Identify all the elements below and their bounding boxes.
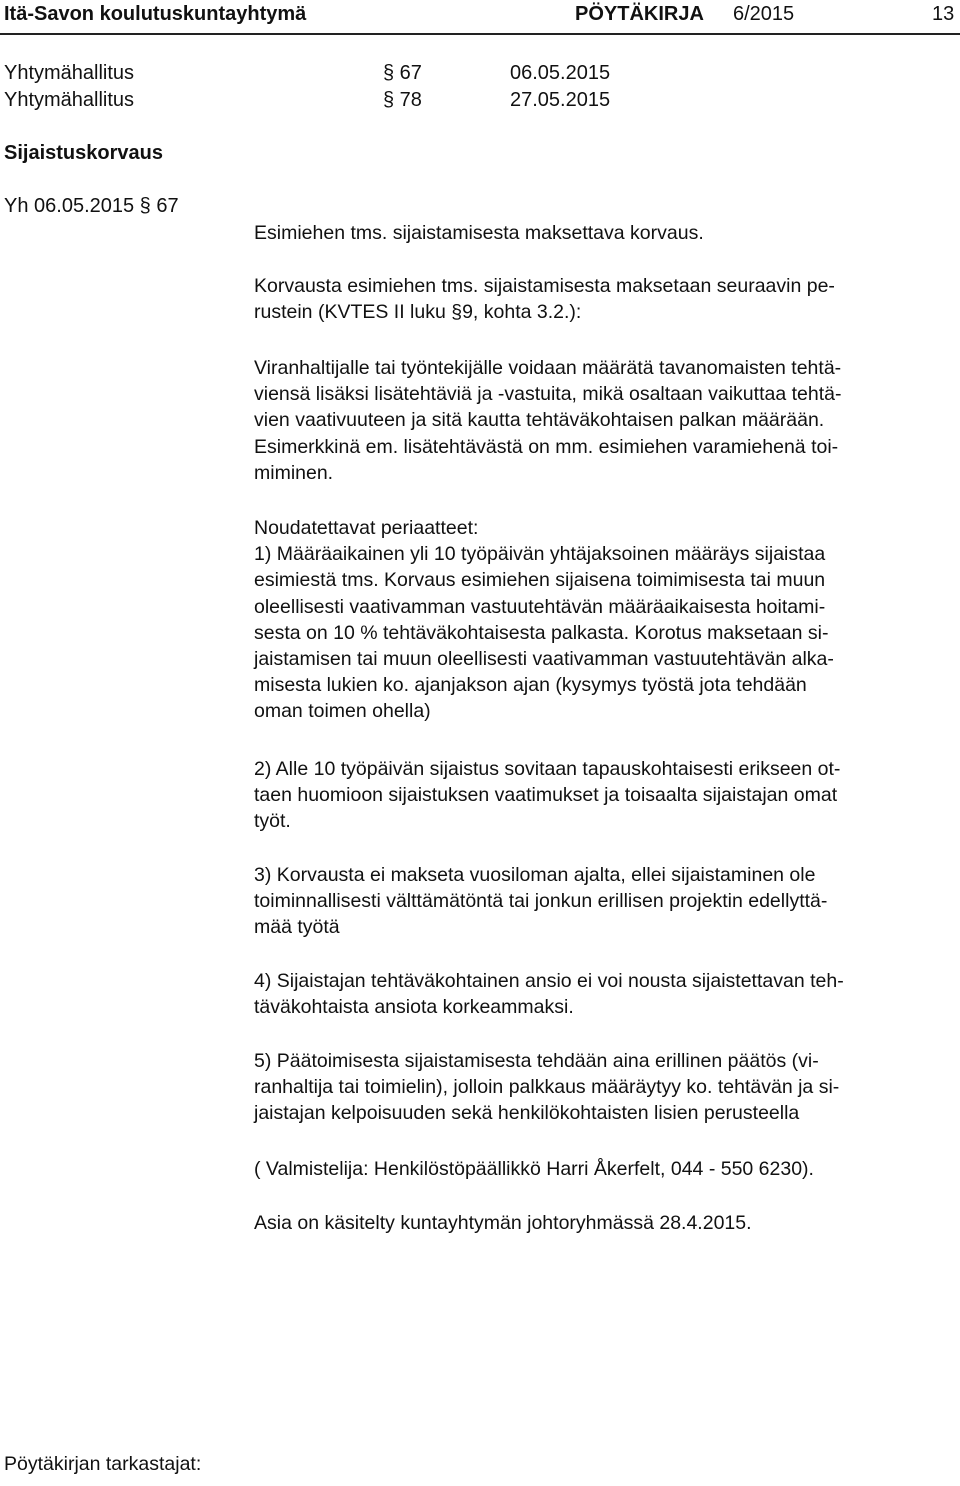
paragraph-rule-4 — [254, 968, 954, 1020]
text-line: 3) Korvausta ei makseta vuosiloman ajalta, ellei sijaistaminen ole — [254, 864, 816, 886]
reviewers-label: Pöytäkirjan tarkastajat: — [4, 1453, 202, 1475]
document-number: 6/2015 — [733, 3, 795, 25]
paragraph-rule-2 — [254, 756, 954, 835]
paragraph-preparer — [254, 1156, 954, 1182]
text-line: 2) Alle 10 työpäivän sijaistus sovitaan tapauskohtaisesti erikseen ot- — [254, 758, 841, 780]
document-header — [0, 0, 960, 35]
paragraph-basis — [254, 273, 954, 325]
text-line: Korvausta esimiehen tms. sijaistamisesta maksetaan seuraavin pe- — [254, 275, 835, 297]
text-line: Esimerkkinä em. lisätehtävästä on mm. esimiehen varamiehenä toi- — [254, 435, 839, 458]
text-line: miminen. — [254, 461, 334, 484]
text-line: vien vaativuuteen ja sitä kautta tehtäväkohtaisen palkan määrään. — [254, 409, 825, 432]
text-line: toiminnallisesti välttämätöntä tai jonkun erillisen projektin edellyttä- — [254, 890, 828, 913]
meeting-body: Yhtymähallitus — [4, 89, 135, 111]
paragraph-handled — [254, 1210, 954, 1236]
meeting-date: 27.05.2015 — [510, 89, 611, 111]
paragraph-principles — [254, 515, 954, 725]
text-line: oman toimen ohella) — [254, 700, 431, 723]
organization-name: Itä-Savon koulutuskuntayhtymä — [4, 3, 307, 25]
text-line: 1) Määräaikainen yli 10 työpäivän yhtäjaksoinen määräys sijaistaa — [254, 543, 826, 566]
text-line: viensä lisäksi lisätehtäviä ja -vastuita, mikä osaltaan vaikuttaa tehtä- — [254, 383, 842, 406]
meeting-reference: Yh 06.05.2015 § 67 — [4, 195, 179, 217]
text-line: Asia on käsitelty kuntayhtymän johtoryhmässä 28.4.2015. — [254, 1212, 752, 1234]
meeting-date: 06.05.2015 — [510, 62, 611, 84]
text-line: esimiestä tms. Korvaus esimiehen sijaisena toimimisesta tai muun — [254, 569, 826, 592]
text-line: mää työtä — [254, 916, 340, 939]
text-line: Viranhaltijalle tai työntekijälle voidaan määrätä tavanomaisten tehtä- — [254, 357, 842, 379]
paragraph-rule-3 — [254, 862, 954, 941]
text-line: misesta lukien ko. ajanjakson ajan (kysymys työstä jota tehdään — [254, 674, 807, 697]
paragraph-description — [254, 355, 954, 486]
text-line: taen huomioon sijaistuksen vaatimukset ja toisaalta sijaistajan omat — [254, 784, 838, 807]
text-line: ranhaltija tai toimielin), jolloin palkkaus määräytyy ko. tehtävän ja si- — [254, 1076, 840, 1099]
meeting-body: Yhtymähallitus — [4, 62, 135, 84]
text-line: jaistamisen tai muun oleellisesti vaativamman vastuutehtävän alka- — [254, 648, 834, 671]
text-line: jaistajan kelpoisuuden sekä henkilökohtaisten lisien perusteella — [254, 1102, 800, 1125]
section-title: Sijaistuskorvaus — [4, 142, 163, 164]
text-line: Noudatettavat periaatteet: — [254, 517, 479, 539]
text-line: 5) Päätoimisesta sijaistamisesta tehdään aina erillinen päätös (vi- — [254, 1050, 819, 1072]
paragraph-rule-5 — [254, 1048, 954, 1127]
text-line: rustein (KVTES II luku §9, kohta 3.2.): — [254, 301, 582, 324]
text-line: täväkohtaista ansiota korkeammaksi. — [254, 996, 574, 1019]
document-type: PÖYTÄKIRJA — [575, 3, 704, 25]
text-line: työt. — [254, 810, 291, 833]
text-line: ( Valmistelija: Henkilöstöpäällikkö Harri Åkerfelt, 044 - 550 6230). — [254, 1158, 814, 1180]
text-line: oleellisesti vaativamman vastuutehtävän määräaikaisesta hoitami- — [254, 595, 826, 618]
text-line: sesta on 10 % tehtäväkohtaisesta palkasta. Korotus maksetaan si- — [254, 621, 829, 644]
meeting-section: § 67 — [383, 62, 422, 84]
text-line: 4) Sijaistajan tehtäväkohtainen ansio ei voi nousta sijaistettavan teh- — [254, 970, 844, 992]
page-number: 13 — [932, 3, 955, 25]
meeting-section: § 78 — [383, 89, 422, 111]
text-line: Esimiehen tms. sijaistamisesta maksettava korvaus. — [254, 222, 704, 244]
paragraph-intro — [254, 220, 954, 246]
